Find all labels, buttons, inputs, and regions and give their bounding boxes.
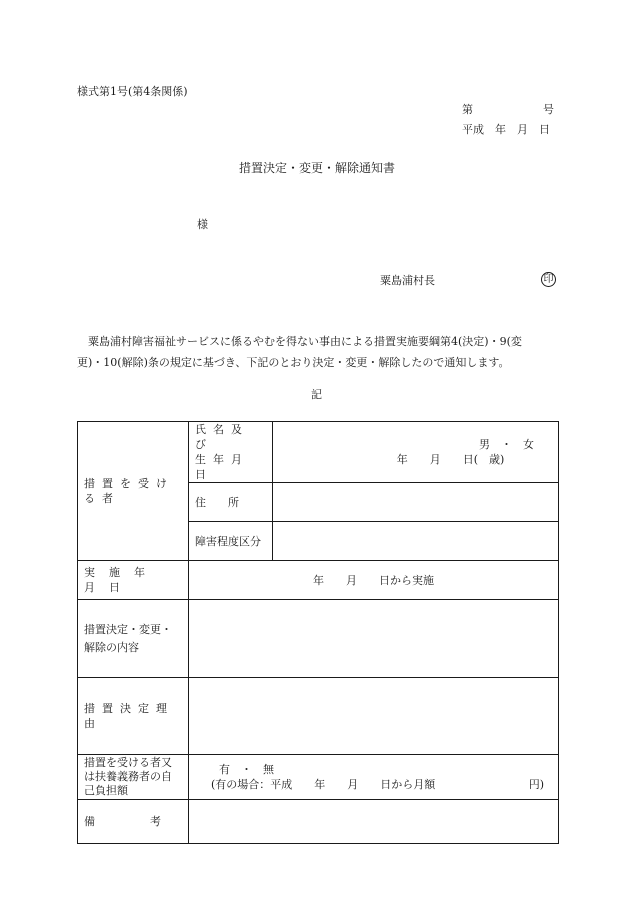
burden-choice: 有 ・ 無 — [219, 763, 274, 776]
issue-date: 平成 年 月 日 — [462, 123, 550, 136]
address-label: 住 所 — [189, 483, 273, 522]
name-dob-value — [273, 422, 559, 483]
recipient-label: 措置を受ける者 — [78, 422, 189, 561]
reason-label: 措置決定理由 — [78, 678, 189, 755]
sender-name: 粟島浦村長 — [380, 274, 435, 287]
name-dob-label-line1: 氏名及び — [195, 423, 249, 451]
name-dob-label-line2: 生年月日 — [195, 453, 249, 481]
burden-label: 措置を受ける者又は扶養義務者の自己負担額 — [78, 755, 189, 800]
impl-date-label: 実施年月日 — [78, 561, 189, 600]
notice-body — [77, 331, 562, 373]
burden-detail-row — [211, 777, 552, 792]
content-label: 措置決定・変更・解除の内容 — [78, 600, 189, 678]
notice-body-line1: 粟島浦村障害福祉サービスに係るやむを得ない事由による措置実施要綱第4(決定)・9(変 — [88, 335, 522, 348]
burden-unit: 円) — [528, 778, 544, 791]
dob-value: 年 月 日( 歳) — [396, 453, 505, 466]
gender-choice: 男 ・ 女 — [479, 438, 534, 451]
notice-table — [77, 421, 559, 844]
name-dob-label — [189, 422, 273, 483]
disability-value — [273, 522, 559, 561]
notice-body-line2: 更)・10(解除)条の規定に基づき、下記のとおり決定・変更・解除したので通知します。 — [77, 356, 510, 369]
doc-number-prefix: 第 — [462, 103, 473, 116]
seal-text: 印 — [541, 272, 556, 287]
page-title: 措置決定・変更・解除通知書 — [239, 161, 396, 175]
disability-label: 障害程度区分 — [189, 522, 273, 561]
reason-value — [189, 678, 559, 755]
recipient-honorific: 様 — [197, 218, 208, 231]
ki-heading: 記 — [311, 388, 322, 401]
doc-number-suffix: 号 — [543, 103, 554, 116]
burden-detail: (有の場合：平成 年 月 日から月額 — [211, 778, 436, 791]
content-value — [189, 600, 559, 678]
form-number: 様式第1号(第4条関係) — [77, 85, 188, 98]
address-value — [273, 483, 559, 522]
seal-mark — [541, 272, 556, 287]
remarks-label: 備 考 — [78, 800, 189, 844]
impl-date-value: 年 月 日から実施 — [189, 561, 559, 600]
remarks-value — [189, 800, 559, 844]
burden-value — [189, 755, 559, 800]
